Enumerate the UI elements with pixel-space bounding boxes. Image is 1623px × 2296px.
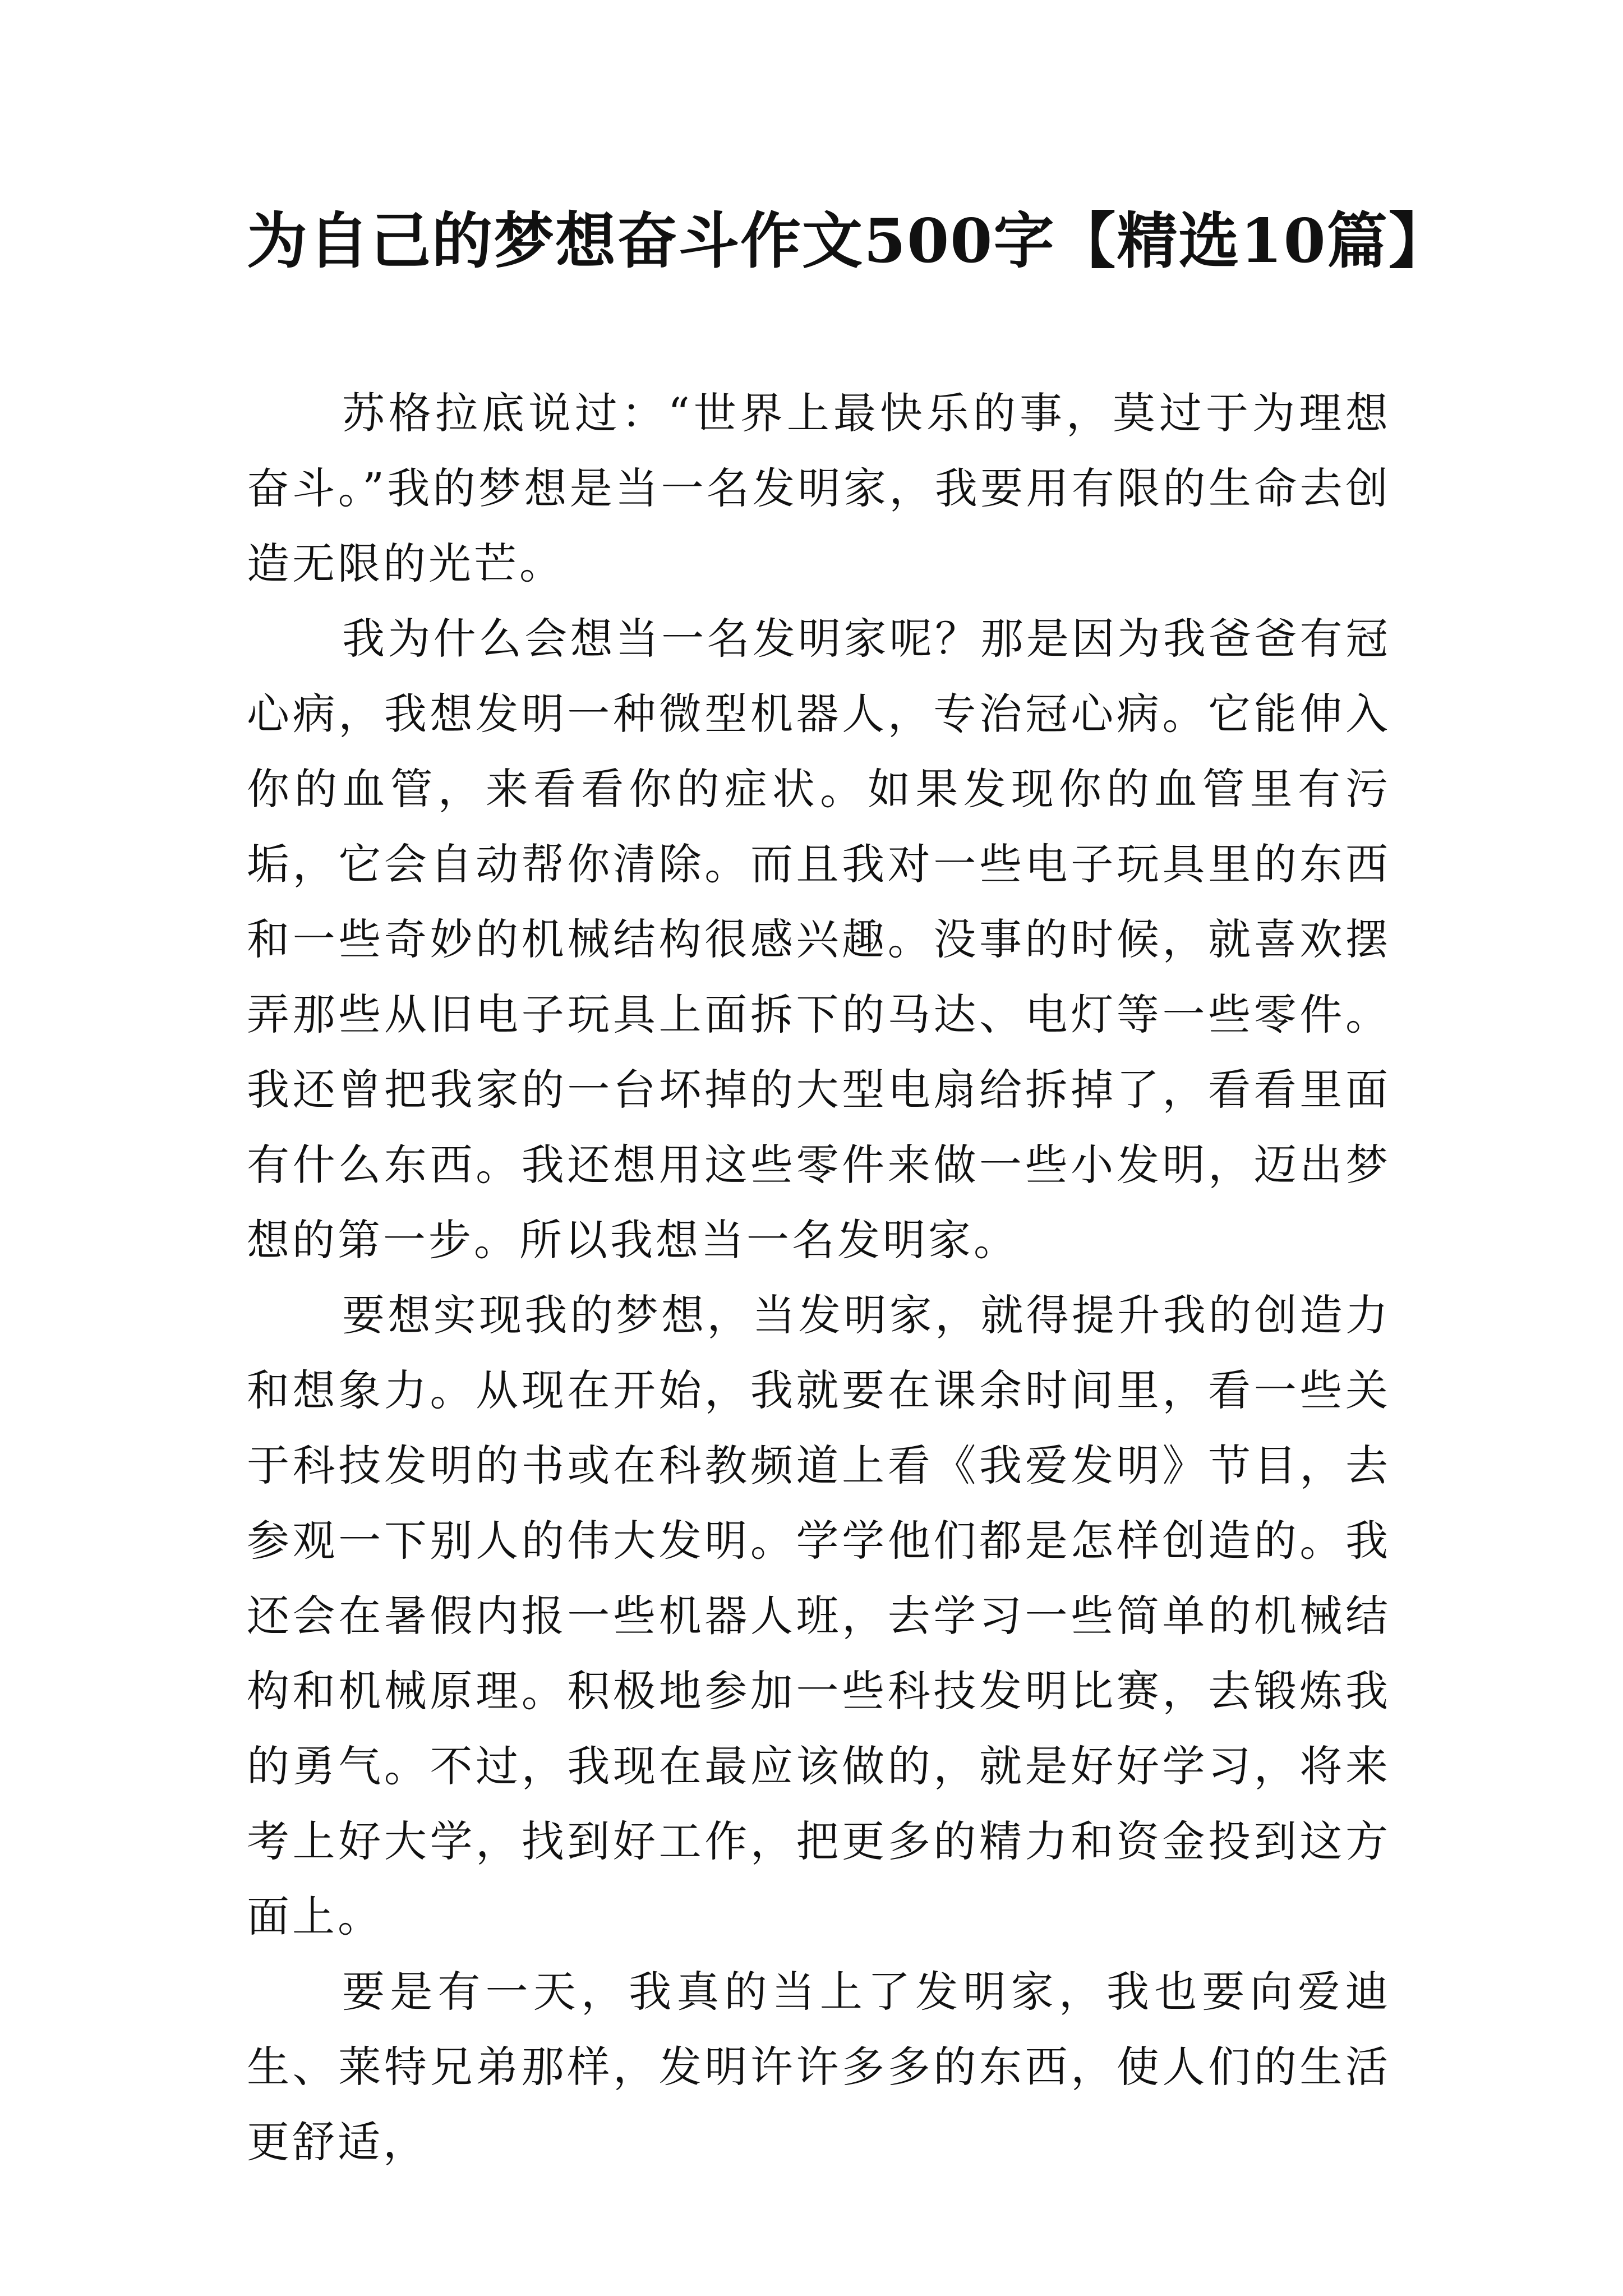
paragraph-1: 苏格拉底说过：“世界上最快乐的事，莫过于为理想奋斗。”我的梦想是当一名发明家，我要用有限的生命去创造无限的光芒。 <box>247 388 1391 588</box>
paragraph-3: 要想实现我的梦想，当发明家，就得提升我的创造力和想象力。从现在开始，我就要在课余时间里，看一些关于科技发明的书或在科教频道上看《我爱发明》节目，去参观一下别人的伟大发明。学学他们都是怎样创造的。我还会在暑假内报一些机器人班，去学习一些简单的机械结构和机械原理。积极地参加一些科技发明比赛，去锻炼我的勇气。不过，我现在最应该做的，就是好好学习，将来考上好大学，找到好工作，把更多的精力和资金投到这方面上。 <box>247 1290 1391 1941</box>
paragraph-2: 我为什么会想当一名发明家呢？那是因为我爸爸有冠心病，我想发明一种微型机器人，专治冠心病。它能伸入你的血管，来看看你的症状。如果发现你的血管里有污垢，它会自动帮你清除。而且我对一些电子玩具里的东西和一些奇妙的机械结构很感兴趣。没事的时候，就喜欢摆弄那些从旧电子玩具上面拆下的马达、电灯等一些零件。我还曾把我家的一台坏掉的大型电扇给拆掉了，看看里面有什么东西。我还想用这些零件来做一些小发明，迈出梦想的第一步。所以我想当一名发明家。 <box>247 614 1391 1265</box>
document-body <box>247 376 1391 2180</box>
paragraph-4: 要是有一天，我真的当上了发明家，我也要向爱迪生、莱特兄弟那样，发明许许多多的东西，使人们的生活更舒适， <box>247 1967 1391 2167</box>
document-title: 为自己的梦想奋斗作文500字【精选10篇】 <box>247 206 1450 277</box>
